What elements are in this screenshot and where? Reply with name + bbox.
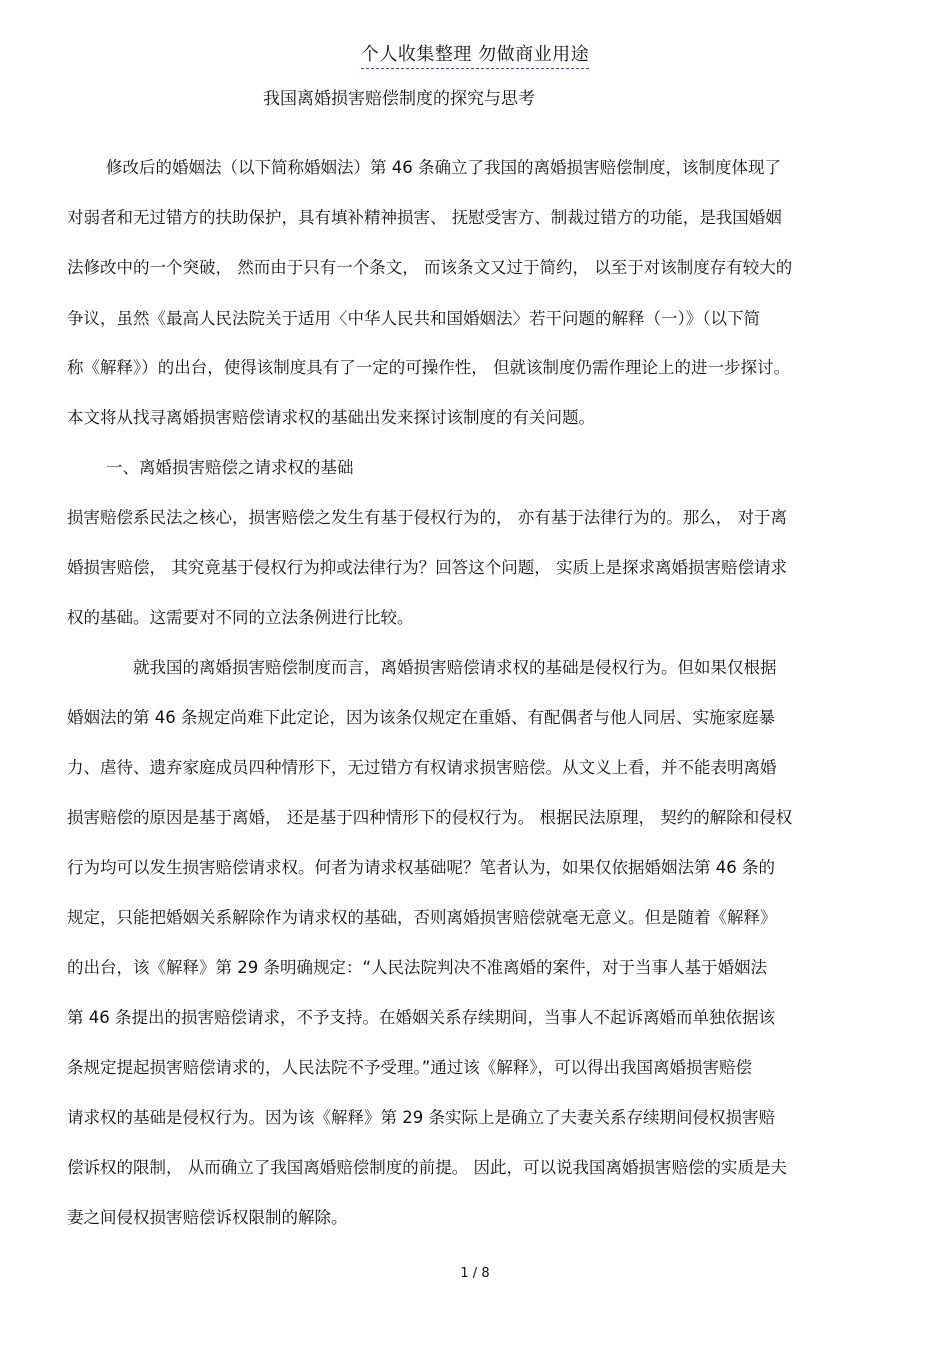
paragraph-line: 偿诉权的限制， 从而确立了我国离婚赔偿制度的前提。 因此，可以说我国离婚损害赔偿的实质是夫 — [67, 1158, 787, 1177]
paragraph-line: 就我国的离婚损害赔偿制度而言，离婚损害赔偿请求权的基础是侵权行为。但如果仅根据 — [133, 658, 777, 677]
paragraph-line: 法修改中的一个突破， 然而由于只有一个条文， 而该条文又过于简约， 以至于对该制度存有较大的 — [67, 258, 793, 277]
page-number: 1 / 8 — [460, 1266, 490, 1281]
paragraph-line: 的出台，该《解释》第 29 条明确规定：“人民法院判决不准离婚的案件，对于当事人基于婚姻法 — [67, 958, 768, 977]
paragraph-line: 权的基础。这需要对不同的立法条例进行比较。 — [67, 608, 414, 627]
paragraph-line: 第 46 条提出的损害赔偿请求，不予支持。在婚姻关系存续期间，当事人不起诉离婚而单独依据该 — [67, 1008, 775, 1027]
paragraph-line: 损害赔偿的原因是基于离婚， 还是基于四种情形下的侵权行为。 根据民法原理， 契约的解除和侵权 — [67, 808, 793, 827]
paragraph-line: 本文将从找寻离婚损害赔偿请求权的基础出发来探讨该制度的有关问题。 — [67, 408, 595, 427]
section-heading: 一、离婚损害赔偿之请求权的基础 — [106, 458, 354, 477]
paragraph-line: 修改后的婚姻法（以下简称婚姻法）第 46 条确立了我国的离婚损害赔偿制度，该制度体现了 — [106, 158, 781, 177]
paragraph-line: 力、虐待、遗弃家庭成员四种情形下，无过错方有权请求损害赔偿。从文义上看，并不能表明离婚 — [67, 758, 777, 777]
paragraph-line: 婚姻法的第 46 条规定尚难下此定论，因为该条仅规定在重婚、有配偶者与他人同居、实施家庭暴 — [67, 708, 775, 727]
paragraph-line: 妻之间侵权损害赔偿诉权限制的解除。 — [67, 1208, 348, 1227]
paragraph-line: 对弱者和无过错方的扶助保护，具有填补精神损害、 抚慰受害方、制裁过错方的功能，是我国婚姻 — [67, 208, 782, 227]
paragraph-line: 争议，虽然《最高人民法院关于适用〈中华人民共和国婚姻法〉若干问题的解释（一）》（以下简 — [67, 309, 760, 328]
paragraph-line: 请求权的基础是侵权行为。因为该《解释》第 29 条实际上是确立了夫妻关系存续期间侵权损害赔 — [67, 1108, 775, 1127]
paragraph-line: 损害赔偿系民法之核心，损害赔偿之发生有基于侵权行为的， 亦有基于法律行为的。那么， 对于离 — [67, 508, 787, 527]
paragraph-line: 条规定提起损害赔偿请求的，人民法院不予受理。”通过该《解释》，可以得出我国离婚损害赔偿 — [67, 1058, 753, 1077]
header-text: 个人收集整理 勿做商业用途 — [361, 44, 589, 69]
document-title: 我国离婚损害赔偿制度的探究与思考 — [263, 89, 535, 109]
paragraph-line: 婚损害赔偿， 其究竟基于侵权行为抑或法律行为？回答这个问题， 实质上是探求离婚损害赔偿请求 — [67, 558, 787, 577]
paragraph-line: 称《解释》）的出台，使得该制度具有了一定的可操作性， 但就该制度仍需作理论上的进一步探讨。 — [67, 358, 790, 377]
paragraph-line: 规定，只能把婚姻关系解除作为请求权的基础，否则离婚损害赔偿就毫无意义。但是随着《解释》 — [67, 908, 777, 927]
page-header — [0, 40, 950, 66]
paragraph-line: 行为均可以发生损害赔偿请求权。何者为请求权基础呢？笔者认为，如果仅依据婚姻法第 46 条的 — [67, 858, 775, 877]
